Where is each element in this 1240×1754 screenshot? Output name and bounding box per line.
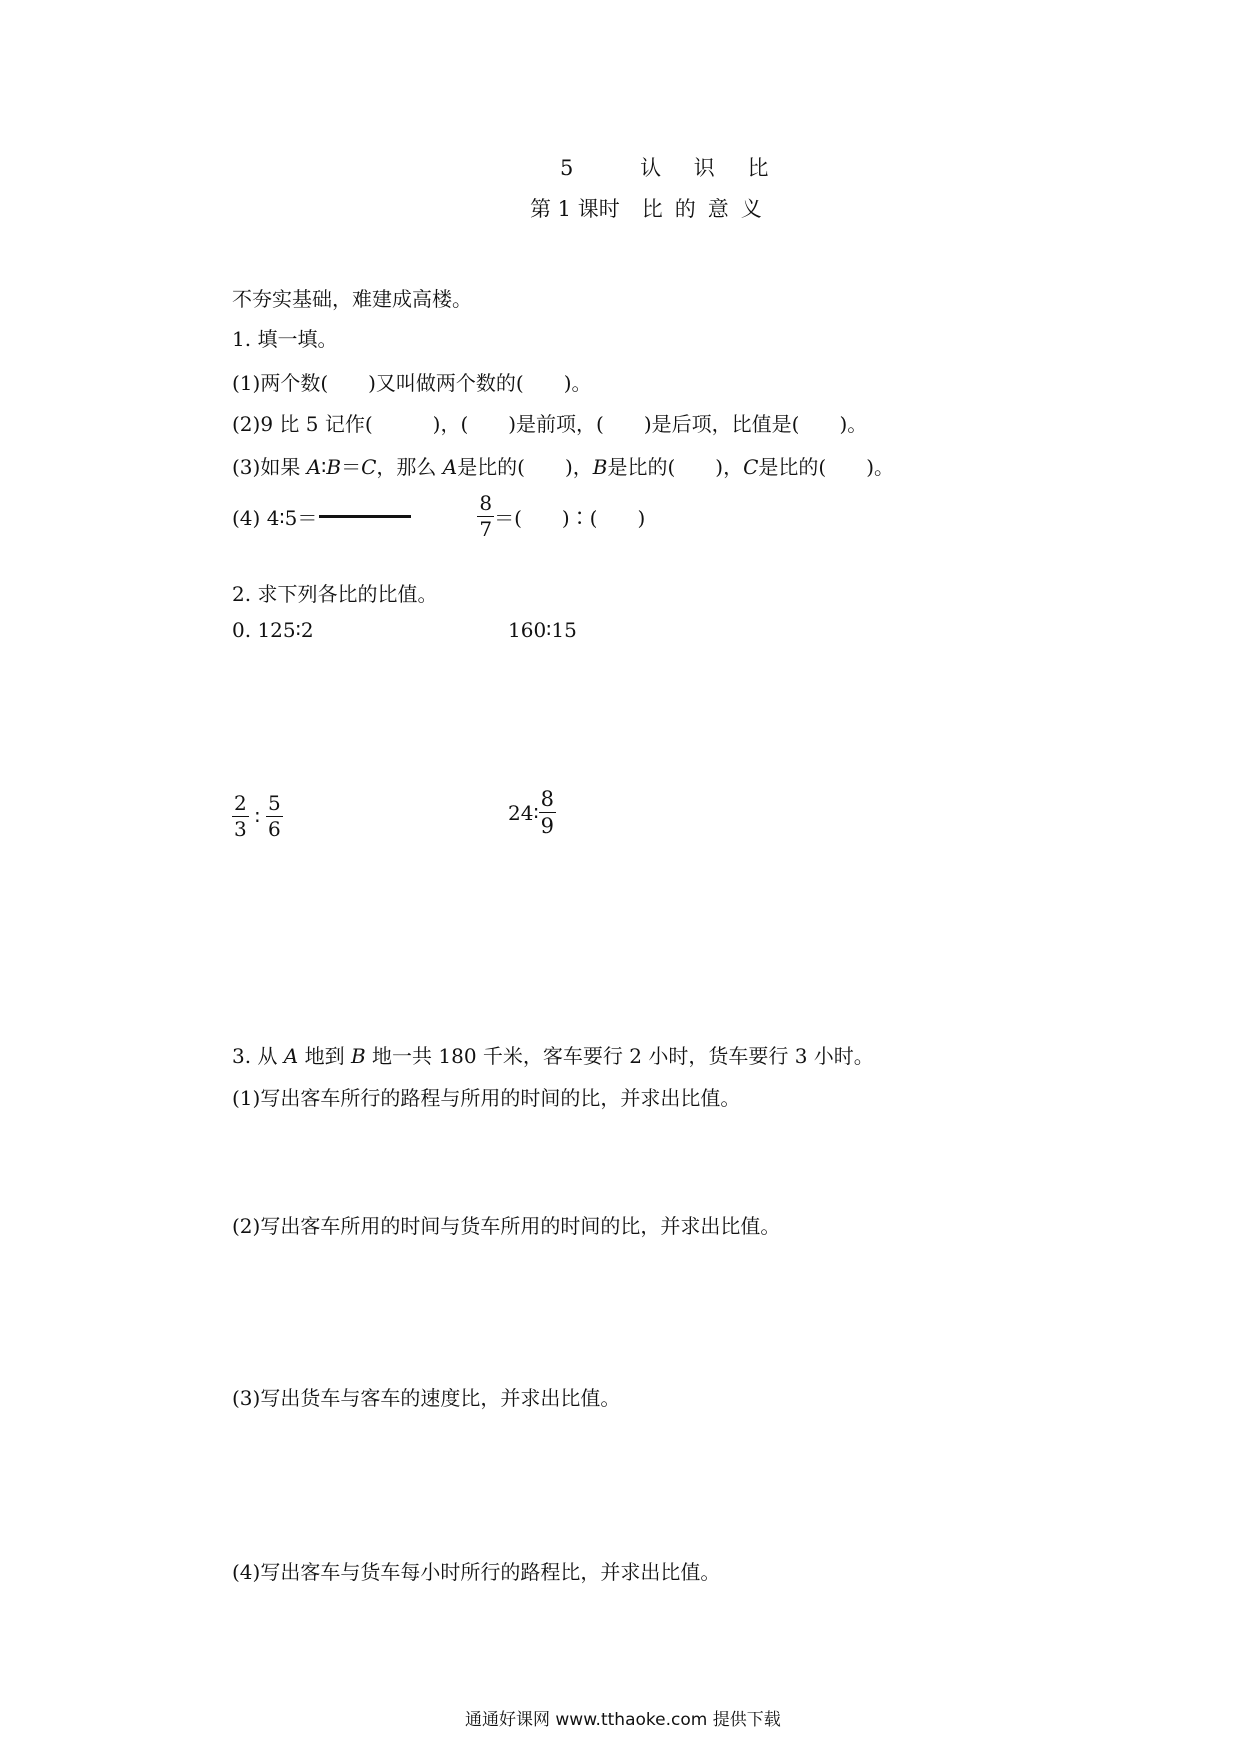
q1-item4-label: (4) 4∶5＝ [232,506,318,530]
fraction-denominator: 6 [267,817,281,841]
fraction-numerator: 8 [539,788,556,813]
q1-item3-text: 是比的( )， [607,455,744,479]
q2-expr1: 0. 125∶2 [232,618,314,642]
q2-expr3 [232,793,283,840]
q3-heading [232,1040,874,1069]
var-a: A [306,455,322,479]
colon: ∶ [254,804,260,829]
lesson-title [530,193,774,223]
unit-number: 5 [560,156,575,180]
q1-item4-rest: ＝( )∶( ) [494,506,646,530]
q1-item3-text: ，那么 [376,455,443,479]
q1-item3-text: 是比的( )。 [758,455,895,479]
fraction-numerator: 2 [234,791,247,815]
q1-item3-text: 是比的( )， [457,455,593,479]
fraction-denominator: 7 [479,517,493,541]
var-b: B [326,455,342,479]
fraction-numerator: 8 [479,491,493,515]
lesson-title-char: 义 [740,197,762,221]
q2-expr2: 160∶15 [508,618,577,642]
colon: ∶ [321,455,327,479]
answer-fraction-line [319,515,411,518]
q1-item3 [232,451,894,480]
lesson-title-char: 的 [674,197,696,221]
q3-heading-text: 地一共 180 千米，客车要行 2 小时，货车要行 3 小时。 [365,1044,874,1068]
var-a: A [283,1044,299,1068]
q2-heading: 2. 求下列各比的比值。 [232,582,438,606]
fraction-numerator: 5 [267,791,281,815]
unit-title-char: 识 [693,156,716,180]
fraction-8-7 [477,493,494,540]
q1-heading: 1. 填一填。 [232,327,338,351]
var-c: C [361,455,377,479]
lesson-title-char: 意 [707,197,729,221]
q3-heading-text: 地到 [298,1044,351,1068]
fraction-2-3 [232,793,249,840]
var-b: B [350,1044,366,1068]
unit-title [560,152,781,182]
var-c: C [743,455,759,479]
lesson-title-char: 比 [641,197,663,221]
q1-item2: (2)9 比 5 记作( )，( )是前项，( )是后项，比值是( )。 [232,412,868,436]
footer-watermark: 通通好课网 www.tthaoke.com 提供下载 [465,1710,781,1730]
var-b: B [592,455,608,479]
intro-text: 不夯实基础，难建成高楼。 [232,287,472,311]
q1-item4 [232,493,645,540]
unit-title-char: 比 [747,156,770,180]
q1-item1: (1)两个数( )又叫做两个数的( )。 [232,371,592,395]
equals: ＝ [341,455,362,479]
q3-sub4: (4)写出客车与货车每小时所行的路程比，并求出比值。 [232,1560,721,1584]
q3-sub1: (1)写出客车所行的路程与所用的时间的比，并求出比值。 [232,1086,741,1110]
q1-item3-text: (3)如果 [232,455,307,479]
q3-sub2: (2)写出客车所用的时间与货车所用的时间的比，并求出比值。 [232,1214,781,1238]
var-a: A [442,455,458,479]
lesson-label: 第 1 课时 [530,197,620,221]
fraction-denominator: 9 [540,814,555,839]
q2-expr4 [508,788,556,837]
q3-sub3: (3)写出货车与客车的速度比，并求出比值。 [232,1386,621,1410]
fraction-denominator: 3 [234,817,247,841]
fraction-8-9 [539,788,556,837]
unit-title-char: 认 [640,156,663,180]
fraction-5-6 [266,793,283,840]
q2-expr4-lead: 24∶ [508,800,539,825]
q3-heading-text: 3. 从 [232,1044,284,1068]
